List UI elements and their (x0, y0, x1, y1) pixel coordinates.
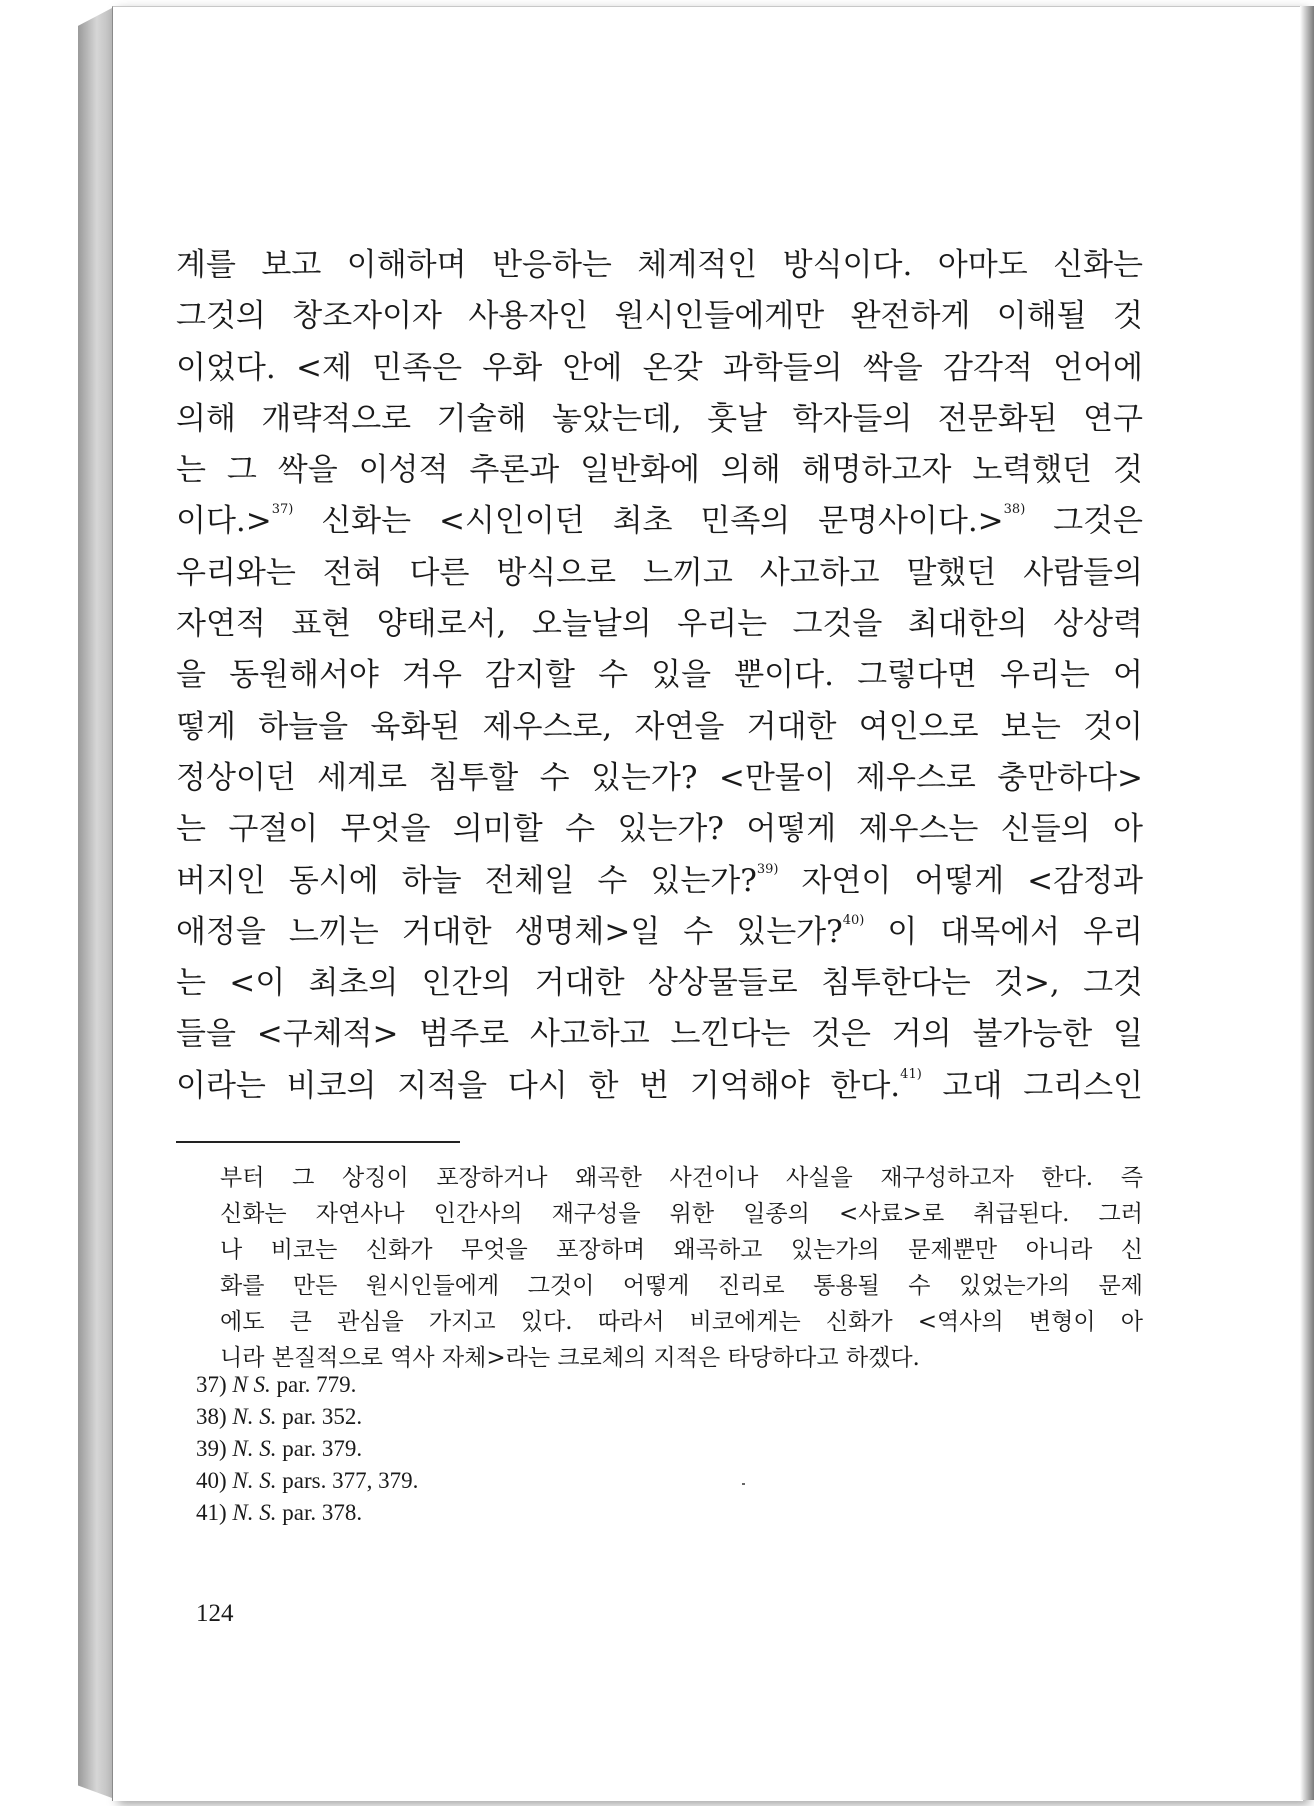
footnote-work: N. S. (232, 1436, 277, 1461)
text-line: 정상이던 세계로 침투할 수 있는가? <만물이 제우스로 충만하다> (176, 759, 1143, 796)
page-right-shadow (1300, 6, 1314, 1800)
text-line: 자연적 표현 양태로서, 오늘날의 우리는 그것을 최대한의 상상력 (176, 606, 1143, 643)
page-number: 124 (196, 1600, 234, 1627)
footnote-ref-41: 41) (900, 1066, 922, 1082)
text-segment: 버지인 동시에 하늘 전체일 수 있는가? (176, 862, 757, 899)
text-segment: 이 대목에서 우리 (864, 913, 1143, 950)
footnote-list (196, 1369, 418, 1529)
footnote-ref: par. 352. (282, 1404, 363, 1429)
note-line: 니라 본질적으로 역사 자체>라는 크로체의 지적은 타당하다고 하겠다. (220, 1345, 920, 1371)
footnote-ref: par. 378. (282, 1500, 363, 1525)
text-line: 의해 개략적으로 기술해 놓았는데, 훗날 학자들의 전문화된 연구 (176, 400, 1143, 437)
text-line: 떻게 하늘을 육화된 제우스로, 자연을 거대한 여인으로 보는 것이 (176, 708, 1143, 745)
footnote-37 (196, 1369, 418, 1401)
text-line: 을 동원해서야 겨우 감지할 수 있을 뿐이다. 그렇다면 우리는 어 (176, 657, 1143, 694)
footnote-separator (176, 1141, 460, 1143)
footnote-work: N. S. (232, 1468, 277, 1493)
footnote-ref: par. 779. (276, 1372, 357, 1397)
footnote-number: 40) (196, 1468, 227, 1493)
footnote-41 (196, 1497, 418, 1529)
note-line: 부터 그 상징이 포장하거나 왜곡한 사건이나 사실을 재구성하고자 한다. 즉 (220, 1165, 1143, 1191)
text-line: 이었다. <제 민족은 우화 안에 온갖 과학들의 싹을 감각적 언어에 (176, 349, 1143, 386)
footnote-work: N S. (232, 1372, 271, 1397)
note-line: 에도 큰 관심을 가지고 있다. 따라서 비코에게는 신화가 <역사의 변형이 아 (220, 1309, 1143, 1335)
footnote-number: 39) (196, 1436, 227, 1461)
text-line (176, 907, 1143, 958)
footnote-number: 41) (196, 1500, 227, 1525)
text-line (176, 1061, 1143, 1112)
text-line: 계를 보고 이해하며 반응하는 체계적인 방식이다. 아마도 신화는 (176, 247, 1143, 283)
text-segment: 그것은 (1025, 503, 1143, 540)
footnote-work: N. S. (232, 1500, 277, 1525)
note-line: 나 비코는 신화가 무엇을 포장하며 왜곡하고 있는가의 문제뿐만 아니라 신 (220, 1237, 1143, 1263)
continued-footnote (220, 1160, 1143, 1376)
text-segment: 이라는 비코의 지적을 다시 한 번 기억해야 한다. (176, 1067, 901, 1104)
footnote-38 (196, 1401, 418, 1433)
text-line: 는 <이 최초의 인간의 거대한 상상물들로 침투한다는 것>, 그것 (176, 965, 1143, 1002)
footnote-number: 37) (196, 1372, 227, 1397)
scan-speck (742, 1483, 745, 1485)
text-line: 우리와는 전혀 다른 방식으로 느끼고 사고하고 말했던 사람들의 (176, 554, 1143, 591)
note-line: 화를 만든 원시인들에게 그것이 어떻게 진리로 통용될 수 있었는가의 문제 (220, 1273, 1143, 1299)
footnote-40 (196, 1465, 418, 1497)
footnote-ref: pars. 377, 379. (282, 1468, 419, 1493)
footnote-work: N. S. (232, 1404, 277, 1429)
text-line: 는 구절이 무엇을 의미할 수 있는가? 어떻게 제우스는 신들의 아 (176, 811, 1143, 848)
text-line: 들을 <구체적> 범주로 사고하고 느낀다는 것은 거의 불가능한 일 (176, 1016, 1143, 1053)
footnote-number: 38) (196, 1404, 227, 1429)
footnote-ref-37: 37) (271, 502, 294, 518)
footnote-ref-40: 40) (842, 912, 865, 928)
footnote-ref-39: 39) (756, 861, 779, 877)
text-line: 그것의 창조자이자 사용자인 원시인들에게만 완전하게 이해될 것 (176, 298, 1143, 335)
note-line: 신화는 자연사나 인간사의 재구성을 위한 일종의 <사료>로 취급된다. 그러 (220, 1201, 1143, 1227)
text-segment: 신화는 <시인이던 최초 민족의 문명사이다.> (293, 503, 1004, 540)
text-segment: 이다.> (176, 503, 272, 540)
footnote-39 (196, 1433, 418, 1465)
text-line: 는 그 싹을 이성적 추론과 일반화에 의해 해명하고자 노력했던 것 (176, 452, 1143, 489)
text-segment: 자연이 어떻게 <감정과 (778, 862, 1143, 899)
text-segment: 애정을 느끼는 거대한 생명체>일 수 있는가? (176, 913, 843, 950)
main-text (176, 240, 1143, 1112)
text-segment: 고대 그리스인 (921, 1067, 1143, 1104)
text-line (176, 856, 1143, 907)
footnote-ref-38: 38) (1003, 502, 1026, 518)
text-line (176, 496, 1143, 547)
footnote-ref: par. 379. (282, 1436, 363, 1461)
book-spine-edge (78, 8, 112, 1798)
